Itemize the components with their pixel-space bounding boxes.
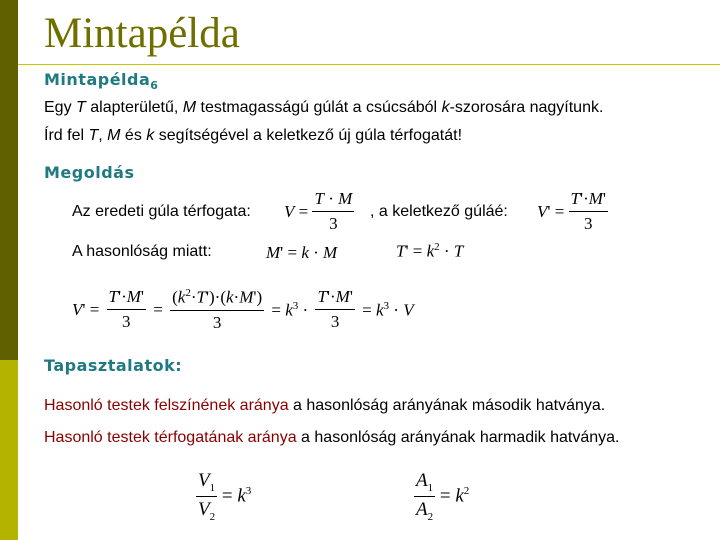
page-title: Mintapélda [44, 10, 240, 57]
similarity-label: A hasonlóság miatt: [72, 243, 212, 260]
subtitle: Mintapélda$_6$ [44, 70, 159, 93]
conclusion-volume: Hasonló testek térfogatának aránya a hasonlóság arányának harmadik hatványa. [44, 429, 620, 446]
new-volume-formula: V' = $\frac{T'\cdot M'}{3}$ [537, 189, 606, 233]
area-relation-formula: $T' = k^2 \cdot T$ [396, 241, 464, 261]
conclusion-surface: Hasonló testek felszínének aránya a hasonlóság arányának második hatványa. [44, 397, 606, 414]
area-ratio-formula: $\frac{A_1}{A_2}$ = $k^2$ [416, 470, 470, 523]
problem-line-1: Egy T alapterületű, M testmagasságú gúlát a csúcsából k-szorosára nagyítunk. [44, 99, 604, 116]
sidebar-dark [0, 0, 18, 360]
original-volume-formula: V = $\frac{T \cdot M}{3}$ [284, 189, 353, 233]
derivation-formula: V' = $\frac{T'\cdot M'}{3}$ = $\frac{(k^2\cdot T')\cdot(k\cdot M')}{3}$ = $k^3$ · $\frac{T'\cdot M'}{3}$ = $k^3 \cdot V$ [72, 287, 414, 332]
problem-line-2: Írd fel T, M és k segítségével a keletkező új gúla térfogatát! [44, 127, 463, 144]
original-volume-label: Az eredeti gúla térfogata: [72, 203, 251, 220]
title-divider [18, 64, 720, 65]
sidebar-light [0, 360, 18, 540]
experience-heading: Tapasztalatok: [44, 356, 183, 375]
volume-ratio-formula: $\frac{V_1}{V_2}$ = $k^3$ [198, 470, 252, 523]
solution-heading: Megoldás [44, 163, 135, 182]
new-volume-label: , a keletkező gúláé: [370, 203, 508, 220]
height-relation-formula: M' = k · M [266, 243, 338, 262]
